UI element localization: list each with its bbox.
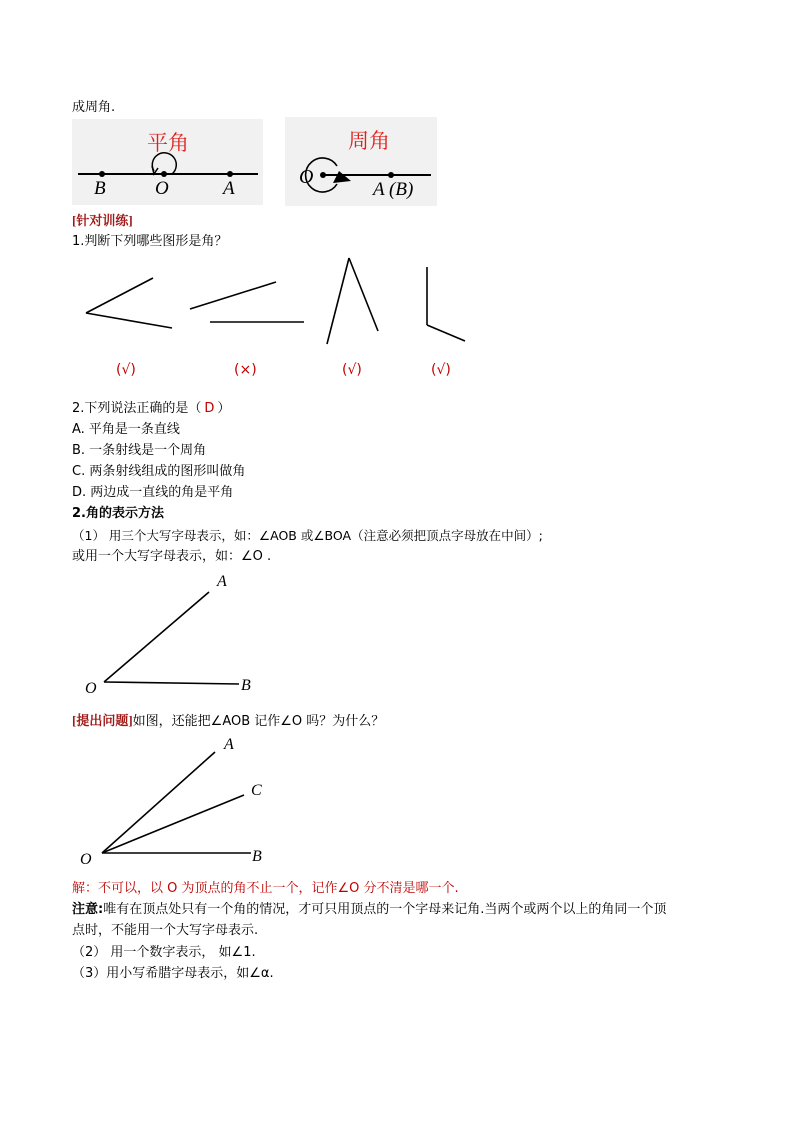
round-angle-title: 周角 xyxy=(348,129,390,153)
flat-label-o: O xyxy=(155,178,169,199)
round-label-ab: A (B) xyxy=(373,179,414,200)
round-label-o: O xyxy=(299,166,314,188)
intro-tail-text: 成周角. xyxy=(72,100,116,115)
round-angle-figure xyxy=(285,117,437,206)
answer-text: 解：不可以，以 O 为顶点的角不止一个，记作∠O 分不清是哪一个. xyxy=(72,881,459,896)
q2-answer: D xyxy=(204,401,215,416)
training-heading: [针对训练] xyxy=(72,213,133,228)
angle-aoc-b-figure xyxy=(72,732,282,872)
q1-figure-1 xyxy=(86,278,172,328)
note-line-2: 点时，不能用一个大写字母表示. xyxy=(72,923,259,938)
item-1-line-1: （1） 用三个大写字母表示，如：∠AOB 或∠BOA（注意必须把顶点字母放在中间）; xyxy=(72,528,543,543)
item-1-line-2: 或用一个大写字母表示，如：∠O . xyxy=(72,549,272,564)
note-label: 注意: xyxy=(72,902,104,917)
flat-angle-title: 平角 xyxy=(147,131,189,155)
fig1-label-b: B xyxy=(241,677,251,694)
angle-aob-figure xyxy=(72,568,272,698)
q1-answer-2: (×) xyxy=(234,362,257,378)
fig2-label-b: B xyxy=(252,848,262,865)
q1-figure-2 xyxy=(190,282,304,322)
q1-figures xyxy=(72,255,492,360)
question-text: 如图，还能把∠AOB 记作∠O 吗？为什么？ xyxy=(132,714,385,729)
flat-label-b: B xyxy=(94,178,106,199)
flat-angle-figure xyxy=(72,119,263,205)
item-2: （2） 用一个数字表示， 如∠1. xyxy=(72,945,256,960)
q1-answer-1: (√) xyxy=(116,362,136,378)
q1-answer-3: (√) xyxy=(342,362,362,378)
raise-question-line xyxy=(72,712,384,730)
q1-figure-3 xyxy=(327,258,378,344)
question-1: 1.判断下列哪些图形是角？ xyxy=(72,234,228,249)
fig1-label-a: A xyxy=(217,573,227,590)
section-2-title: 2.角的表示方法 xyxy=(72,506,164,521)
q1-answer-4: (√) xyxy=(431,362,451,378)
fig2-label-a: A xyxy=(224,736,234,753)
question-2: 2.下列说法正确的是（ D ） xyxy=(72,401,231,416)
note-line-1: 注意:唯有在顶点处只有一个角的情况，才可只用顶点的一个字母来记角.当两个或两个以上的角同一个顶 xyxy=(72,902,667,917)
question-tag: [提出问题] xyxy=(72,713,133,728)
flat-label-a: A xyxy=(223,178,235,199)
item-3: （3）用小写希腊字母表示，如∠α. xyxy=(72,966,274,981)
option-a: A. 平角是一条直线 xyxy=(72,422,180,437)
option-b: B. 一条射线是一个周角 xyxy=(72,443,207,458)
fig1-label-o: O xyxy=(85,680,97,697)
fig2-label-c: C xyxy=(251,782,262,799)
fig2-label-o: O xyxy=(80,851,92,868)
option-c: C. 两条射线组成的图形叫做角 xyxy=(72,464,246,479)
option-d: D. 两边成一直线的角是平角 xyxy=(72,485,234,500)
q1-figure-4 xyxy=(427,267,465,341)
